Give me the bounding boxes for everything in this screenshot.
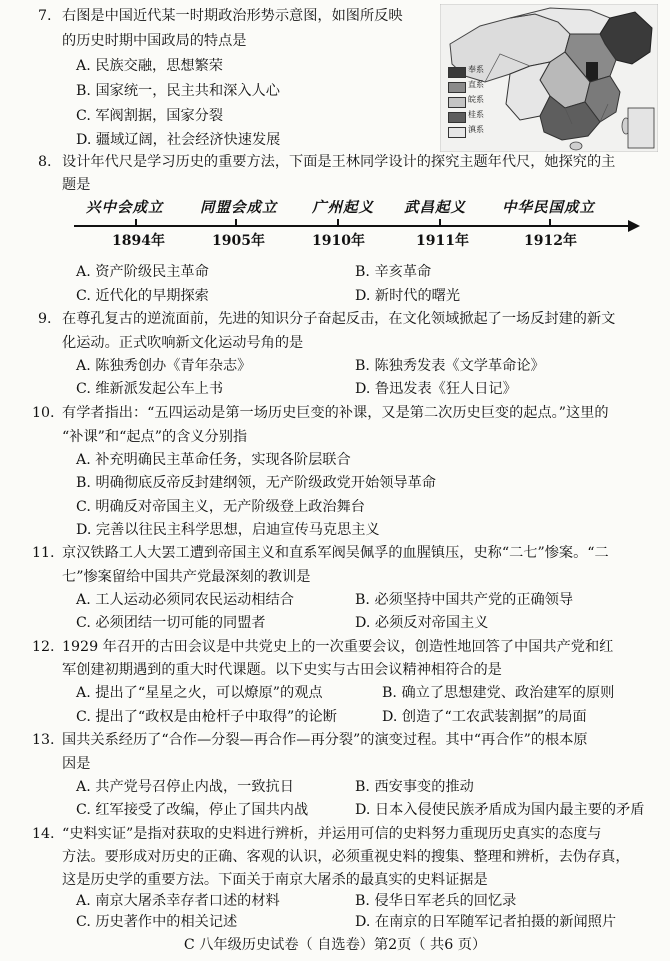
legend-label: 奉系 xyxy=(468,65,484,74)
question-stem: 在尊孔复古的逆流面前，先进的知识分子奋起反击，在文化领域掀起了一场反封建的新文 xyxy=(62,311,616,327)
option-a: A. 陈独秀创办《青年杂志》 xyxy=(76,358,252,374)
option-c: C. 必须团结一切可能的同盟者 xyxy=(76,615,266,631)
option-a: A. 民族交融，思想繁荣 xyxy=(76,58,223,74)
option-a: A. 共产党号召停止内战，一致抗日 xyxy=(76,779,294,795)
timeline-event: 广州起义 xyxy=(312,199,374,216)
question-stem: 设计年代尺是学习历史的重要方法，下面是王林同学设计的探究主题年代尺，她探究的主 xyxy=(62,154,616,170)
option-b: B. 国家统一，民主共和深入人心 xyxy=(76,83,280,99)
legend-label: 皖系 xyxy=(468,95,484,104)
question-number: 14. xyxy=(32,826,55,842)
question-stem: 因是 xyxy=(62,756,91,772)
legend-swatch xyxy=(448,82,466,93)
option-d: D. 完善以往民主科学思想，启迪宣传马克思主义 xyxy=(76,522,380,538)
question-stem: 化运动。正式吹响新文化运动号角的是 xyxy=(62,335,304,351)
option-c: C. 历史著作中的相关记述 xyxy=(76,914,238,930)
question-stem: 军创建初期遇到的重大时代课题。以下史实与古田会议精神相符合的是 xyxy=(62,662,502,678)
option-b: B. 确立了思想建党、政治建军的原则 xyxy=(382,685,615,701)
timeline-year: 1894年 xyxy=(112,233,165,249)
option-c: C. 提出了“政权是由枪杆子中取得”的论断 xyxy=(76,709,337,725)
question-stem: 这是历史学的重要方法。下面关于南京大屠杀的最真实的史料证据是 xyxy=(62,872,488,888)
timeline-event: 武昌起义 xyxy=(404,199,466,216)
legend-item xyxy=(448,81,508,92)
timeline-year: 1905年 xyxy=(212,233,265,249)
option-c: C. 近代化的早期探索 xyxy=(76,288,209,304)
timeline-event: 同盟会成立 xyxy=(200,199,278,216)
option-d: D. 必须反对帝国主义 xyxy=(355,615,489,631)
legend-item xyxy=(448,96,508,107)
legend-label: 桂系 xyxy=(468,110,484,119)
option-b: B. 必须坚持中国共产党的正确领导 xyxy=(355,592,574,608)
question-stem: 右图是中国近代某一时期政治形势示意图，如图所反映 xyxy=(62,8,403,24)
question-number: 12. xyxy=(32,639,55,655)
option-c: C. 明确反对帝国主义，无产阶级登上政治舞台 xyxy=(76,499,365,515)
legend-swatch xyxy=(448,97,466,108)
question-stem: 京汉铁路工人大罢工遭到帝国主义和直系军阀吴佩孚的血腥镇压，史称“二七”惨案。“二 xyxy=(62,545,609,561)
option-d: D. 新时代的曙光 xyxy=(355,288,461,304)
question-number: 8. xyxy=(38,154,52,170)
timeline-event: 中华民国成立 xyxy=(502,199,595,216)
option-a: A. 提出了“星星之火，可以燎原”的观点 xyxy=(76,685,323,701)
timeline-year: 1911年 xyxy=(416,233,469,249)
legend-swatch xyxy=(448,67,466,78)
question-number: 10. xyxy=(32,405,55,421)
question-stem: 七”惨案留给中国共产党最深刻的教训是 xyxy=(62,569,311,585)
timeline-year: 1912年 xyxy=(524,233,577,249)
option-d: D. 在南京的日军随军记者拍摄的新闻照片 xyxy=(355,914,617,930)
option-b: B. 西安事变的推动 xyxy=(355,779,474,795)
question-stem: 1929 年召开的古田会议是中共党史上的一次重要会议，创造性地回答了中国共产党和红 xyxy=(62,639,614,655)
legend-item xyxy=(448,66,508,77)
question-number: 7. xyxy=(38,8,52,24)
option-d: D. 日本入侵使民族矛盾成为国内最主要的矛盾 xyxy=(355,802,645,818)
legend-item xyxy=(448,111,508,122)
legend-swatch xyxy=(448,127,466,138)
question-stem: “史料实证”是指对获取的史料进行辨析，并运用可信的史料努力重现历史真实的态度与 xyxy=(62,826,602,842)
option-d: D. 创造了“工农武装割据”的局面 xyxy=(382,709,587,725)
legend-label: 直系 xyxy=(468,80,484,89)
question-stem: 有学者指出：“五四运动是第一场历史巨变的补课，又是第二次历史巨变的起点。”这里的 xyxy=(62,405,609,421)
option-a: A. 工人运动必须同农民运动相结合 xyxy=(76,592,294,608)
question-stem: 的历史时期中国政局的特点是 xyxy=(62,33,247,49)
option-a: A. 南京大屠杀幸存者口述的材料 xyxy=(76,893,280,909)
option-b: B. 明确彻底反帝反封建纲领，无产阶级政党开始领导革命 xyxy=(76,475,436,491)
option-c: C. 军阀割据，国家分裂 xyxy=(76,108,224,124)
option-d: D. 疆域辽阔，社会经济快速发展 xyxy=(76,132,281,148)
option-b: B. 侵华日军老兵的回忆录 xyxy=(355,893,517,909)
option-a: A. 补充明确民主革命任务，实现各阶层联合 xyxy=(76,452,351,468)
timeline-year: 1910年 xyxy=(312,233,365,249)
legend-label: 滇系 xyxy=(468,125,484,134)
option-c: C. 红军接受了改编，停止了国共内战 xyxy=(76,802,309,818)
question-stem: 题是 xyxy=(62,177,91,193)
question-number: 9. xyxy=(38,311,52,327)
option-b: B. 陈独秀发表《文学革命论》 xyxy=(355,358,545,374)
legend-swatch xyxy=(448,112,466,123)
question-number: 13. xyxy=(32,732,55,748)
page-footer: C 八年级历史试卷（ 自选卷）第2页（ 共6 页） xyxy=(183,937,487,953)
question-stem: 方法。要形成对历史的正确、客观的认识，必须重视史料的搜集、整理和辨析，去伪存真， xyxy=(62,849,630,865)
question-number: 11. xyxy=(32,545,55,561)
option-c: C. 维新派发起公车上书 xyxy=(76,381,224,397)
question-stem: 国共关系经历了“合作—分裂—再合作—再分裂”的演变过程。其中“再合作”的根本原 xyxy=(62,732,588,748)
legend-item xyxy=(448,126,508,137)
option-b: B. 辛亥革命 xyxy=(355,264,432,280)
option-d: D. 鲁迅发表《狂人日记》 xyxy=(355,381,517,397)
option-a: A. 资产阶级民主革命 xyxy=(76,264,209,280)
timeline-event: 兴中会成立 xyxy=(86,199,164,216)
timeline-figure xyxy=(72,198,642,258)
question-stem: “补课”和“起点”的含义分别指 xyxy=(62,429,248,445)
